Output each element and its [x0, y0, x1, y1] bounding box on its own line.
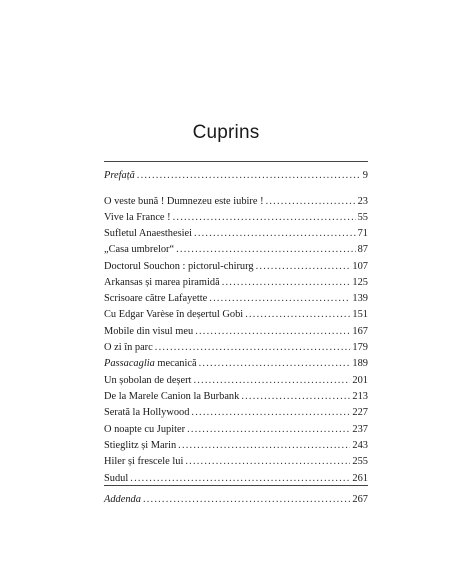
toc-entry-page: 255 [352, 456, 368, 467]
toc-entry-title [104, 358, 197, 369]
toc-entry-page: 55 [357, 212, 368, 223]
toc-entry [104, 375, 368, 389]
toc-entry-title: De la Marele Canion la Burbank [104, 391, 240, 402]
toc-entry [104, 407, 368, 421]
toc-entry-title-italic: Passacaglia [104, 358, 155, 369]
toc-entry-title: Sudul [104, 473, 129, 484]
toc-entry-page: 237 [352, 424, 368, 435]
toc-entry-title: O zi în parc [104, 342, 153, 353]
toc-entry [104, 358, 368, 372]
leader-dots [155, 342, 351, 353]
toc-entry [104, 244, 368, 258]
toc-entry-page: 227 [352, 407, 368, 418]
toc-entry-addenda [104, 494, 368, 508]
toc-entry-page: 261 [352, 473, 368, 484]
toc-entry [104, 261, 368, 275]
page-title: Cuprins [192, 122, 260, 143]
leader-dots [187, 424, 350, 435]
toc-entry-page: 87 [357, 244, 368, 255]
toc-entry [104, 424, 368, 438]
toc-entry [104, 326, 368, 340]
toc-entry-page: 201 [352, 375, 368, 386]
toc-entry-title: Mobile din visul meu [104, 326, 194, 337]
toc-entry-page: 179 [352, 342, 368, 353]
toc-entry-title: Arkansas și marea piramidă [104, 277, 220, 288]
toc-entry-page: 243 [352, 440, 368, 451]
leader-dots [199, 358, 351, 369]
toc-entry-title: O noapte cu Jupiter [104, 424, 186, 435]
toc-entry-title: Stieglitz și Marin [104, 440, 177, 451]
toc-entry [104, 212, 368, 226]
leader-dots [191, 407, 350, 418]
toc-entry-title: Scrisoare către Lafayette [104, 293, 208, 304]
toc-entry [104, 309, 368, 323]
leader-dots [137, 170, 361, 181]
top-divider [104, 161, 368, 162]
toc-entry-title: Vive la France ! [104, 212, 171, 223]
toc-entry-title: „Casa umbrelor“ [104, 244, 175, 255]
toc-entry-page: 125 [352, 277, 368, 288]
toc-entry-page: 9 [362, 170, 368, 181]
toc-entry-title: Sufletul Anaesthesiei [104, 228, 193, 239]
leader-dots [173, 212, 356, 223]
toc-entry-page: 167 [352, 326, 368, 337]
toc-entry [104, 440, 368, 454]
toc-entry [104, 391, 368, 405]
toc-entry-title: Prefață [104, 170, 135, 181]
toc-entry-title: Doctorul Souchon : pictorul-chirurg [104, 261, 254, 272]
leader-dots [241, 391, 350, 402]
toc-entry-title: Cu Edgar Varèse în deșertul Gobi [104, 309, 244, 320]
toc-entry [104, 293, 368, 307]
toc-entry [104, 277, 368, 291]
toc-entry-page: 23 [357, 196, 368, 207]
toc-entry [104, 342, 368, 356]
toc-entry-page: 107 [352, 261, 368, 272]
leader-dots [266, 196, 356, 207]
toc-entry [104, 196, 368, 210]
toc-entry-page: 139 [352, 293, 368, 304]
toc-entry-page: 189 [352, 358, 368, 369]
leader-dots [178, 440, 350, 451]
toc-entry [104, 228, 368, 242]
toc-entry-page: 213 [352, 391, 368, 402]
leader-dots [130, 473, 350, 484]
leader-dots [194, 228, 356, 239]
toc-entry-preface [104, 170, 368, 184]
toc-entry-page: 71 [357, 228, 368, 239]
leader-dots [185, 456, 350, 467]
leader-dots [256, 261, 351, 272]
leader-dots [245, 309, 350, 320]
toc-entry-page: 151 [352, 309, 368, 320]
toc-entry-title: O veste bună ! Dumnezeu este iubire ! [104, 196, 264, 207]
bottom-divider [104, 485, 368, 486]
leader-dots [176, 244, 356, 255]
toc-entry-page: 267 [352, 494, 368, 505]
leader-dots [209, 293, 350, 304]
toc-entry-title: Addenda [104, 494, 141, 505]
leader-dots [193, 375, 350, 386]
toc-entry [104, 456, 368, 470]
leader-dots [222, 277, 351, 288]
leader-dots [143, 494, 350, 505]
toc-entry-title: Serată la Hollywood [104, 407, 190, 418]
leader-dots [195, 326, 350, 337]
toc-entry-title: Un șobolan de deșert [104, 375, 192, 386]
toc-entry-title-rest: mecanică [154, 358, 197, 369]
toc-entry-title: Hiler și frescele lui [104, 456, 184, 467]
